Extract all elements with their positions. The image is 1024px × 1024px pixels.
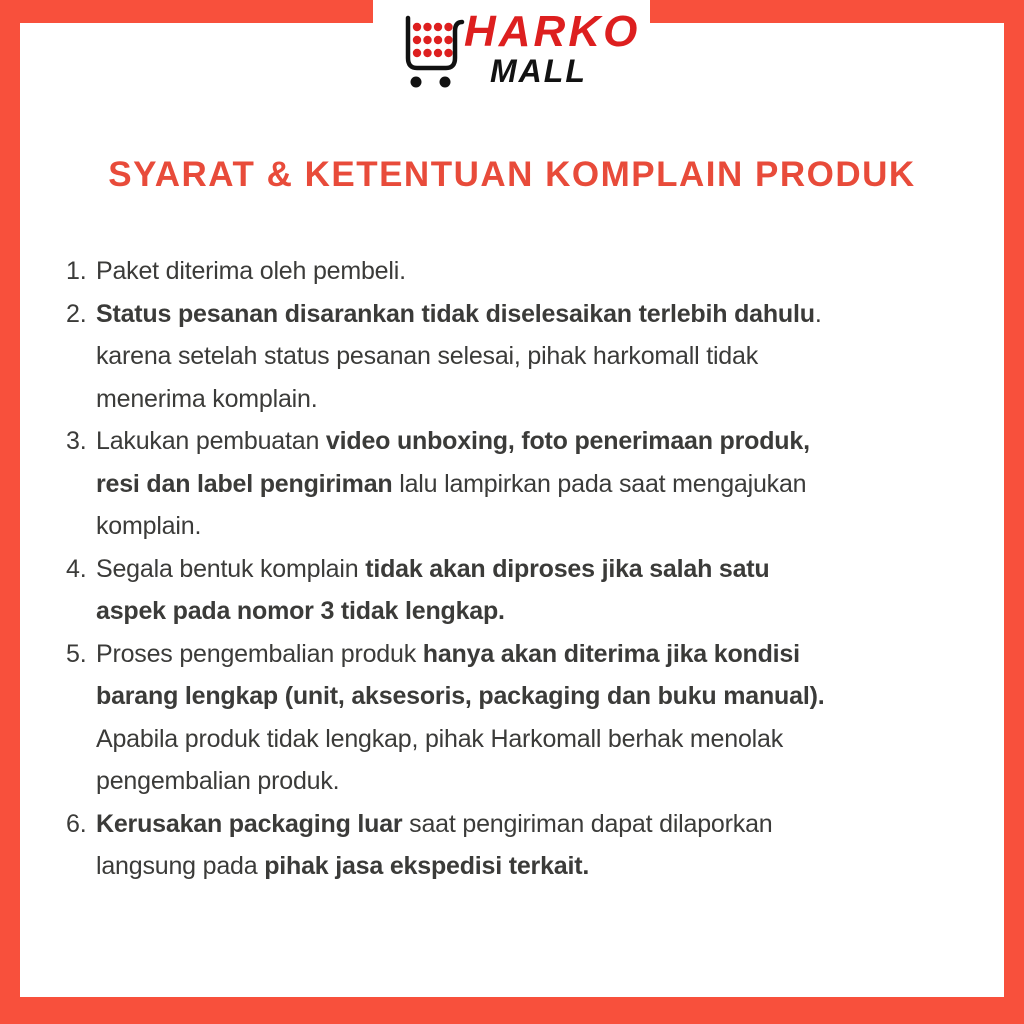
frame-bottom-bar [0,997,1024,1024]
term-line: karena setelah status pesanan selesai, pihak harkomall tidak [96,342,759,370]
term-line: resi dan label pengiriman lalu lampirkan pada saat mengajukan [96,469,807,498]
term-item [66,420,824,548]
term-item [66,548,824,633]
page-title: SYARAT & KETENTUAN KOMPLAIN PRODUK [108,155,916,194]
term-line: Segala bentuk komplain tidak akan diproses jika salah satu [96,554,770,583]
term-line: barang lengkap (unit, aksesoris, packaging dan buku manual). [96,682,825,710]
term-number: 6. [66,809,87,838]
term-item [66,293,824,421]
term-line: aspek pada nomor 3 tidak lengkap. [96,597,505,625]
term-line: Paket diterima oleh pembeli. [96,257,406,285]
term-number: 3. [66,427,87,455]
term-number: 4. [66,554,87,583]
term-line: Status pesanan disarankan tidak diselesaikan terlebih dahulu. [96,299,822,328]
term-line: langsung pada pihak jasa ekspedisi terkait. [96,852,590,880]
term-line: Apabila produk tidak lengkap, pihak Harkomall berhak menolak [96,724,784,753]
term-number: 1. [66,257,87,285]
term-line: komplain. [96,512,202,540]
term-item [66,250,824,293]
brand-name-mall: MALL [490,53,587,89]
term-line: pengembalian produk. [96,767,340,795]
shopping-cart-icon [402,14,466,98]
term-item [66,803,824,888]
term-line: Kerusakan packaging luar saat pengiriman dapat dilaporkan [96,809,773,838]
term-number: 5. [66,639,87,668]
term-item [66,633,824,803]
frame-right-bar [1004,0,1024,1024]
term-line: menerima komplain. [96,384,318,413]
frame-top-bar-left [0,0,373,23]
harko-mall-logo [402,8,652,103]
term-number: 2. [66,299,87,328]
terms-list [66,250,824,888]
frame-top-bar-right [650,0,1024,23]
brand-name-harko: HARKO [464,7,641,56]
frame-left-bar [0,0,20,1024]
term-line: Proses pengembalian produk hanya akan diterima jika kondisi [96,639,800,668]
term-line: Lakukan pembuatan video unboxing, foto penerimaan produk, [96,427,810,455]
